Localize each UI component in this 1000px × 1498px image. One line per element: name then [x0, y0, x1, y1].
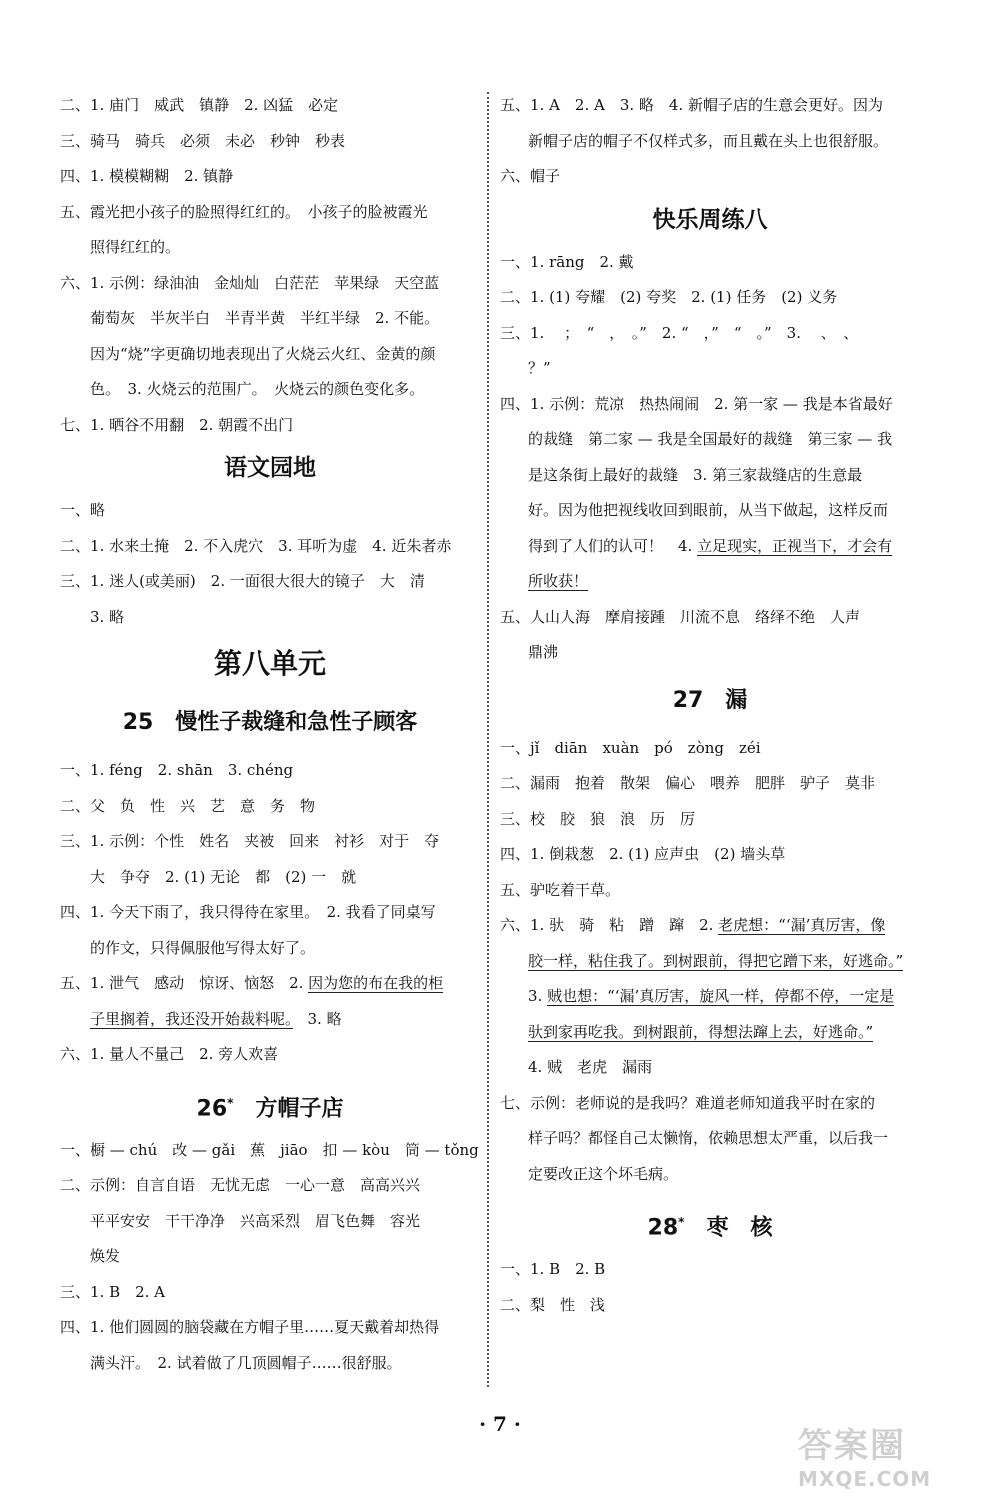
answer-line: 葡萄灰 半灰半白 半青半黄 半红半绿 2. 不能。	[90, 309, 440, 327]
answer-line: 一、橱 — chú 改 — gǎi 蕉 jiāo 扣 — kòu 筒 — tǒng	[60, 1140, 479, 1159]
answer-line: 样子吗？都怪自己太懒惰，依赖思想太严重，以后我一	[528, 1129, 889, 1147]
answer-line	[500, 564, 920, 600]
answer-line: 二、示例：自言自语 无忧无虑 一心一意 高高兴兴	[60, 1176, 421, 1194]
underlined-answer: 胶一样，粘住我了。到树跟前，得把它蹭下来，好逃命。”	[528, 951, 904, 970]
answer-line: 一、1. rāng 2. 戴	[500, 252, 634, 271]
right-column	[500, 88, 920, 1323]
answer-line: 子里搁着，我还没开始裁料呢。 3. 略	[90, 1009, 342, 1028]
answer-line: 七、1. 晒谷不用翻 2. 朝霞不出门	[60, 415, 294, 434]
answer-line	[500, 1015, 920, 1051]
answer-line: 是这条街上最好的裁缝 3. 第三家裁缝店的生意最	[528, 465, 863, 484]
underlined-answer: 因为您的布在我的柜	[308, 974, 444, 992]
answer-line: 三、1. 示例：个性 姓名 夹被 回来 衬衫 对于 夺	[60, 832, 440, 850]
lesson-heading-28: 28* 枣 核	[647, 1215, 773, 1241]
underlined-answer: 老虎想：“‘漏’真厉害，像	[718, 916, 886, 934]
answer-line: 五、人山人海 摩肩接踵 川流不息 络绎不绝 人声	[500, 607, 861, 626]
answer-line: 一、1. féng 2. shān 3. chéng	[60, 761, 294, 779]
answer-line: 得到了人们的认可！ 4. 立足现实，正视当下，才会有	[528, 536, 893, 555]
answer-line: 二、1. 庙门 威武 镇静 2. 凶猛 必定	[60, 96, 339, 114]
answer-line: 四、1. 今天下雨了，我只得待在家里。 2. 我看了同桌写	[60, 903, 436, 921]
answer-line: 一、1. B 2. B	[500, 1260, 606, 1278]
answer-line: 焕发	[90, 1247, 121, 1265]
answer-line: 七、示例：老师说的是我吗？难道老师知道我平时在家的	[500, 1093, 876, 1112]
answer-line: 五、1. A 2. A 3. 略 4. 新帽子店的生意会更好。因为	[500, 96, 883, 114]
answer-line: 六、1. 量人不量己 2. 旁人欢喜	[60, 1045, 279, 1063]
column-divider	[487, 92, 489, 1387]
answer-line: 六、帽子	[500, 167, 561, 185]
answer-line: 五、霞光把小孩子的脸照得红红的。 小孩子的脸被霞光	[60, 202, 428, 221]
unit-heading: 第八单元	[213, 647, 326, 680]
answer-line: 平平安安 干干净净 兴高采烈 眉飞色舞 容光	[90, 1211, 421, 1230]
answer-line: 三、1. B 2. A	[60, 1282, 166, 1301]
section-heading-kuaile: 快乐周练八	[652, 206, 768, 233]
answer-line: 4. 贼 老虎 漏雨	[528, 1058, 653, 1076]
answer-line: ？”	[528, 359, 551, 377]
answer-line: 二、漏雨 抱着 散架 偏心 喂养 肥胖 驴子 莫非	[500, 774, 876, 792]
underlined-answer: 立足现实，正视当下，才会有	[697, 536, 893, 555]
answer-line: 二、1. (1) 夸耀 (2) 夸奖 2. (1) 任务 (2) 义务	[500, 288, 838, 306]
lesson-heading-25: 25 慢性子裁缝和急性子顾客	[122, 710, 418, 735]
answer-line: 四、1. 他们圆圆的脑袋藏在方帽子里……夏天戴着却热得	[60, 1318, 440, 1336]
answer-line	[500, 944, 920, 980]
answer-line: 满头汗。 2. 试着做了几顶圆帽子……很舒服。	[90, 1353, 402, 1372]
answer-line: 六、1. 示例：绿油油 金灿灿 白茫茫 苹果绿 天空蓝	[60, 273, 440, 292]
answer-line: 的裁缝 第二家 — 我是全国最好的裁缝 第三家 — 我	[528, 430, 893, 448]
answer-line: 三、1. 迷人(或美丽) 2. 一面很大很大的镜子 大 清	[60, 572, 425, 590]
answer-line: 因为“烧”字更确切地表现出了火烧云火红、金黄的颜	[90, 344, 436, 363]
answer-line: 3. 略	[90, 607, 125, 626]
answer-line: 四、1. 倒栽葱 2. (1) 应声虫 (2) 墙头草	[500, 845, 786, 863]
underlined-answer: 子里搁着，我还没开始裁料呢。	[90, 1009, 293, 1028]
answer-line: 二、梨 性 浅	[500, 1295, 606, 1314]
answer-line: 鼎沸	[528, 643, 559, 661]
answer-line: 六、1. 驮 骑 粘 蹭 蹿 2. 老虎想：“‘漏’真厉害，像	[500, 916, 886, 934]
watermark-logo: 答案圈 MXQE.COM	[798, 1426, 932, 1491]
page-number: · 7 ·	[479, 1412, 521, 1436]
answer-line: 好。因为他把视线收回到眼前，从当下做起，这样反而	[528, 501, 889, 519]
answer-line: 照得红红的。	[90, 238, 181, 256]
answer-line: 四、1. 示例：荒凉 热热闹闹 2. 第一家 — 我是本省最好	[500, 394, 893, 413]
answer-line: 3. 贼也想：“‘漏’真厉害，旋风一样，停都不停，一定是	[528, 987, 895, 1005]
answer-line: 的作文，只得佩服他写得太好了。	[90, 938, 316, 957]
answer-line: 三、校 胶 狼 浪 历 厉	[500, 809, 696, 828]
answer-line: 新帽子店的帽子不仅样式多，而且戴在头上也很舒服。	[528, 131, 889, 150]
lesson-heading-27: 27 漏	[672, 687, 748, 713]
underlined-answer: 所收获！	[528, 572, 589, 590]
answer-line: 大 争夺 2. (1) 无论 都 (2) 一 就	[90, 867, 357, 886]
answer-line: 三、1. ； “ ， 。” 2. “ ，” “ 。” 3. 、 、	[500, 323, 859, 342]
section-heading-yuwen-yuandi: 语文园地	[224, 455, 316, 481]
answer-line: 五、驴吃着干草。	[500, 880, 621, 899]
underlined-answer: 贼也想：“‘漏’真厉害，旋风一样，停都不停，一定是	[547, 987, 895, 1005]
answer-line: 一、略	[60, 501, 106, 519]
answer-line: 三、骑马 骑兵 必须 未必 秒钟 秒表	[60, 131, 346, 150]
answer-line: 一、jǐ diān xuàn pó zòng zéi	[500, 738, 761, 757]
answer-line: 五、1. 泄气 感动 惊讶、恼怒 2. 因为您的布在我的柜	[60, 974, 444, 992]
answer-line: 二、1. 水来土掩 2. 不入虎穴 3. 耳听为虚 4. 近朱者赤	[60, 536, 452, 555]
left-column	[60, 88, 480, 1381]
answer-line: 色。 3. 火烧云的范围广。 火烧云的颜色变化多。	[90, 380, 425, 398]
answer-line: 二、父 负 性 兴 艺 意 务 物	[60, 796, 316, 815]
answer-line: 四、1. 模模糊糊 2. 镇静	[60, 167, 234, 185]
answer-line: 定要改正这个坏毛病。	[528, 1164, 679, 1183]
underlined-answer: 驮到家再吃我。到树跟前，得想法蹿上去，好逃命。”	[528, 1022, 874, 1041]
lesson-heading-26: 26* 方帽子店	[196, 1095, 344, 1121]
